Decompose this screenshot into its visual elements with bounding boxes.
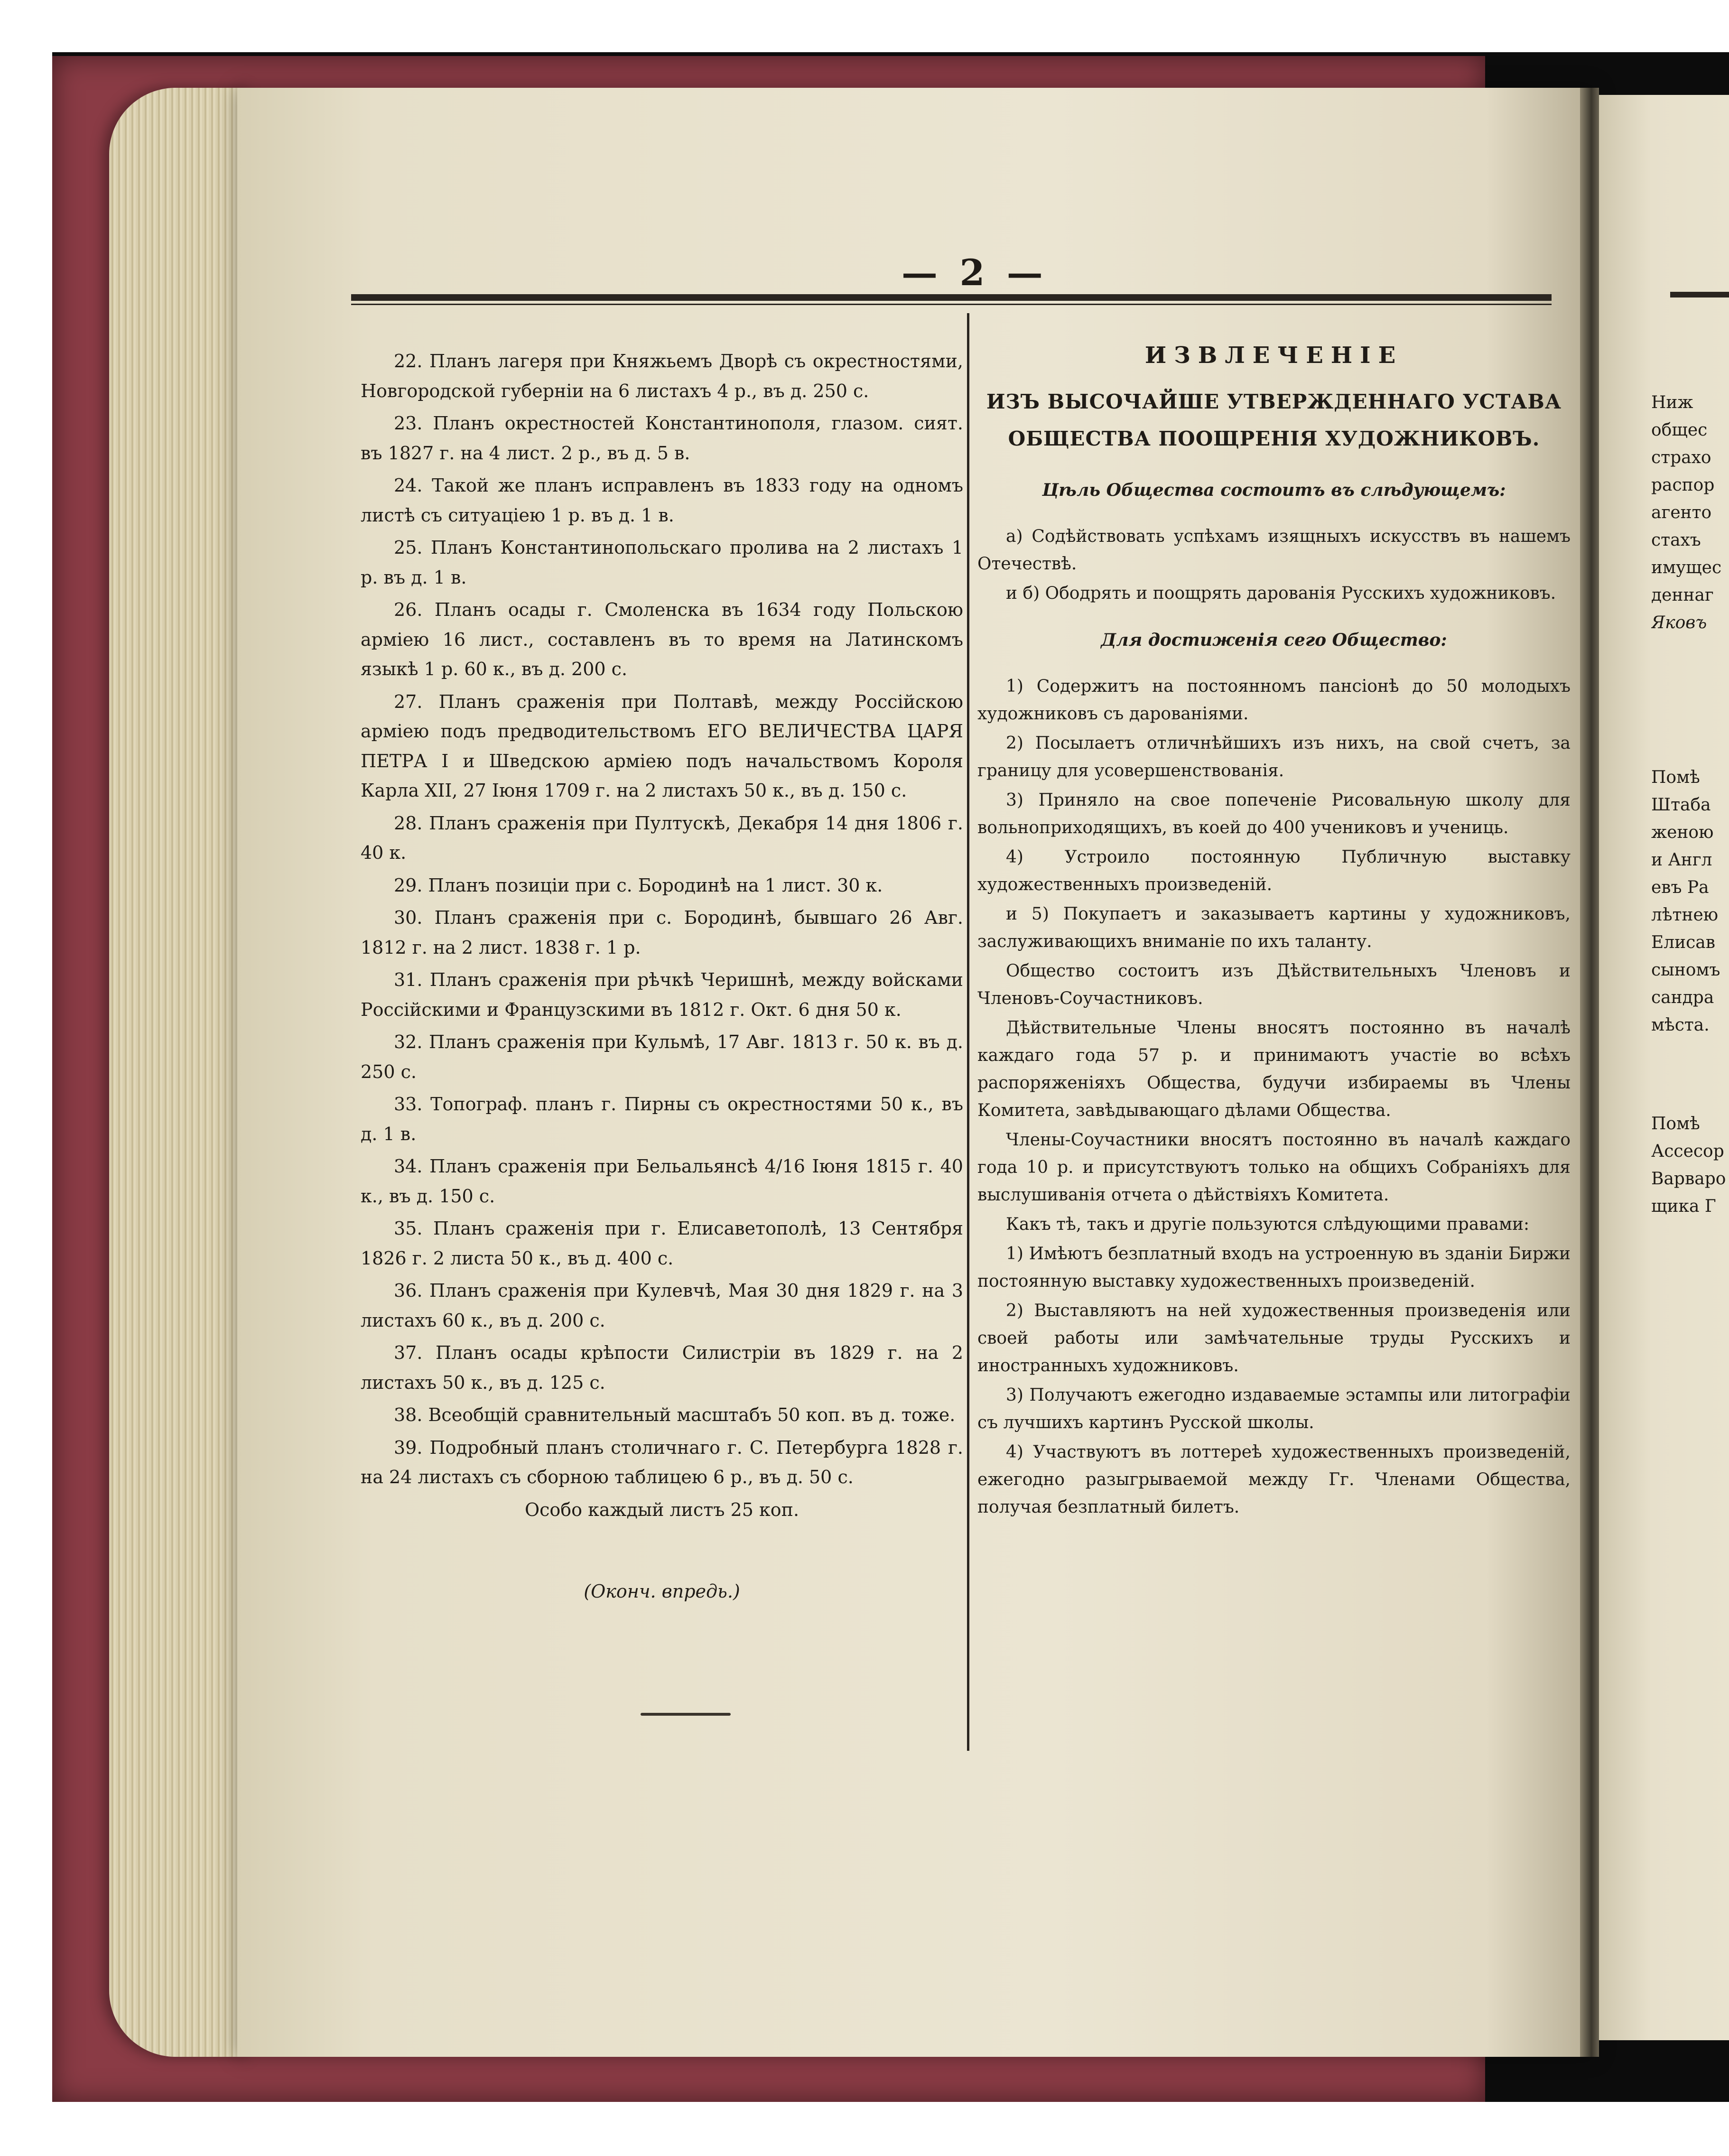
next-page [1599,95,1729,2040]
list-item: 27. Планъ сраженія при Полтавѣ, между Россійскою арміею подъ предводительствомъ ЕГО ВЕЛИЧЕСТВА ЦАРЯ ПЕТРА I и Шведскою арміею подъ начальствомъ Короля Карла XII, 27 Іюня 1709 г. на 2 листахъ 50 к., въ д. 150 с. [361,691,963,801]
header-rule [351,294,1552,301]
list-item: 4) Участвуютъ въ лоттереѣ художественныхъ произведеній, ежегодно разыгрываемой между Гг. Членами Общества, получая безплатный билетъ. [977,1442,1571,1517]
list-item: 2) Посылаетъ отличнѣйшихъ изъ нихъ, на свой счетъ, за границу для усовершенствованія. [977,734,1571,781]
next-page-fragment-3: Помѣ Ассесор Варваро щика Г [1651,1114,1726,1216]
section-title-line1: ИЗЪ ВЫСОЧАЙШЕ УТВЕРЖДЕННАГО УСТАВА [986,390,1562,413]
paragraph: Члены-Соучастники вносятъ постоянно въ началѣ каждаго года 10 р. и присутствуютъ только на общихъ Собраніяхъ для выслушиванія отчета о дѣйствіяхъ Комитета. [977,1130,1571,1205]
list-item: и 5) Покупаетъ и заказываетъ картины у художниковъ, заслуживающихъ вниманіе по ихъ таланту. [977,904,1571,951]
list-item: 39. Подробный планъ столичнаго г. С. Петербурга 1828 г. на 24 листахъ съ сборною таблицею 6 р., въ д. 50 с. [361,1437,963,1487]
list-item: 3) Получаютъ ежегодно издаваемые эстампы или литографіи съ лучшихъ картинъ Русской школы. [977,1385,1571,1432]
list-item: 22. Планъ лагеря при Княжьемъ Дворѣ съ окрестностями, Новгородской губерніи на 6 листахъ 4 р., въ д. 250 с. [361,351,963,401]
list-item: 29. Планъ позиціи при с. Бородинѣ на 1 лист. 30 к. [394,874,883,896]
list-item: 25. Планъ Константинопольскаго пролива на 2 листахъ 1 р. въ д. 1 в. [361,537,963,588]
list-item: 35. Планъ сраженія при г. Елисаветополѣ, 13 Сентября 1826 г. 2 листа 50 к., въ д. 400 с. [361,1218,963,1269]
list-item: 34. Планъ сраженія при Бельальянсѣ 4/16 Іюня 1815 г. 40 к., въ д. 150 с. [361,1156,963,1207]
paragraph: Дѣйствительные Члены вносятъ постоянно въ началѣ каждаго года 57 р. и принимаютъ участіе во всѣхъ распоряженіяхъ Общества, будучи избираемы въ Члены Комитета, завѣдывающаго дѣлами Общества. [977,1018,1571,1120]
list-item: 36. Планъ сраженія при Кулевчѣ, Мая 30 дня 1829 г. на 3 листахъ 60 к., въ д. 200 с. [361,1280,963,1331]
continued-note: (Оконч. впредь.) [584,1581,740,1602]
list-item: 30. Планъ сраженія при с. Бородинѣ, бывшаго 26 Авг. 1812 г. на 2 лист. 1838 г. 1 р. [361,907,963,958]
list-item: 3) Приняло на свое попеченіе Рисовальную школу для вольноприходящихъ, въ коей до 400 учениковъ и учениць. [977,790,1571,837]
price-note: Особо каждый листъ 25 коп. [524,1499,799,1520]
list-item: а) Содѣйствовать успѣхамъ изящныхъ искусствъ въ нашемъ Отечествѣ. [977,527,1571,574]
page-number: — 2 — [902,251,1048,294]
list-item: 28. Планъ сраженія при Пултускѣ, Декабря 14 дня 1806 г. 40 к. [361,812,963,863]
means-subheading: Для достиженія сего Общество: [1101,630,1447,650]
book-gutter [1580,88,1599,2057]
list-item: 4) Устроило постоянную Публичную выставку художественныхъ произведеній. [977,847,1571,894]
paragraph: Общество состоитъ изъ Дѣйствительныхъ Членовъ и Членовъ-Соучастниковъ. [977,961,1571,1008]
list-item: 2) Выставляютъ на ней художественныя произведенія или своей работы или замѣчательные труды Русскихъ и иностранныхъ художниковъ. [977,1301,1571,1375]
section-heading: ИЗВЛЕЧЕНІЕ [1144,342,1404,369]
end-flourish [641,1713,731,1716]
list-item: 23. Планъ окрестностей Константинополя, глазом. сият. въ 1827 г. на 4 лист. 2 р., въ д. 5 в. [361,413,963,464]
list-item: 1) Содержитъ на постоянномъ пансіонѣ до 50 молодыхъ художниковъ съ дарованіями. [977,677,1571,724]
list-item: 33. Топограф. планъ г. Пирны съ окрестностями 50 к., въ д. 1 в. [361,1094,963,1144]
right-column [977,332,1571,1523]
list-item: 24. Такой же планъ исправленъ въ 1833 году на одномъ листѣ съ ситуаціею 1 р. въ д. 1 в. [361,475,963,526]
list-item: 37. Планъ осады крѣпости Силистріи въ 1829 г. на 2 листахъ 50 к., въ д. 125 с. [361,1342,963,1393]
paragraph: Какъ тѣ, такъ и другіе пользуются слѣдующими правами: [1006,1215,1530,1234]
page-edges [109,88,251,2057]
list-item: 31. Планъ сраженія при рѣчкѣ Черишнѣ, между войсками Россійскими и Французскими въ 1812 г. Окт. 6 дня 50 к. [361,969,963,1020]
next-page-fragment-1: Ниж общес страхо распор агенто стахъ имущес деннаг Яковъ [1651,393,1722,632]
list-item: 26. Планъ осады г. Смоленска въ 1634 году Польскою арміею 16 лист., составленъ въ то время на Латинскомъ языкѣ 1 р. 60 к., въ д. 200 с. [361,599,963,679]
column-divider [967,313,969,1751]
list-item: 1) Имѣютъ безплатный входъ на устроенную въ зданіи Биржи постоянную выставку художественныхъ произведеній. [977,1244,1571,1291]
next-page-rule [1670,292,1729,297]
list-item: 38. Всеобщій сравнительный масштабъ 50 коп. въ д. тоже. [394,1404,956,1425]
list-item: 32. Планъ сраженія при Кульмѣ, 17 Авг. 1813 г. 50 к. въ д. 250 с. [361,1032,963,1082]
next-page-fragment-2: Помѣ Штаба женою и Англ евъ Ра лѣтнею Елисав сыномъ сандра мѣста. [1651,768,1720,1035]
section-title-line2: ОБЩЕСТВА ПООЩРЕНІЯ ХУДОЖНИКОВЪ. [1008,427,1540,450]
list-item: и б) Ободрять и поощрять дарованія Русскихъ художниковъ. [1006,584,1556,603]
left-column [361,346,963,1609]
header-rule-thin [351,304,1552,305]
goal-subheading: Цѣль Общества состоитъ въ слѣдующемъ: [1042,480,1506,500]
